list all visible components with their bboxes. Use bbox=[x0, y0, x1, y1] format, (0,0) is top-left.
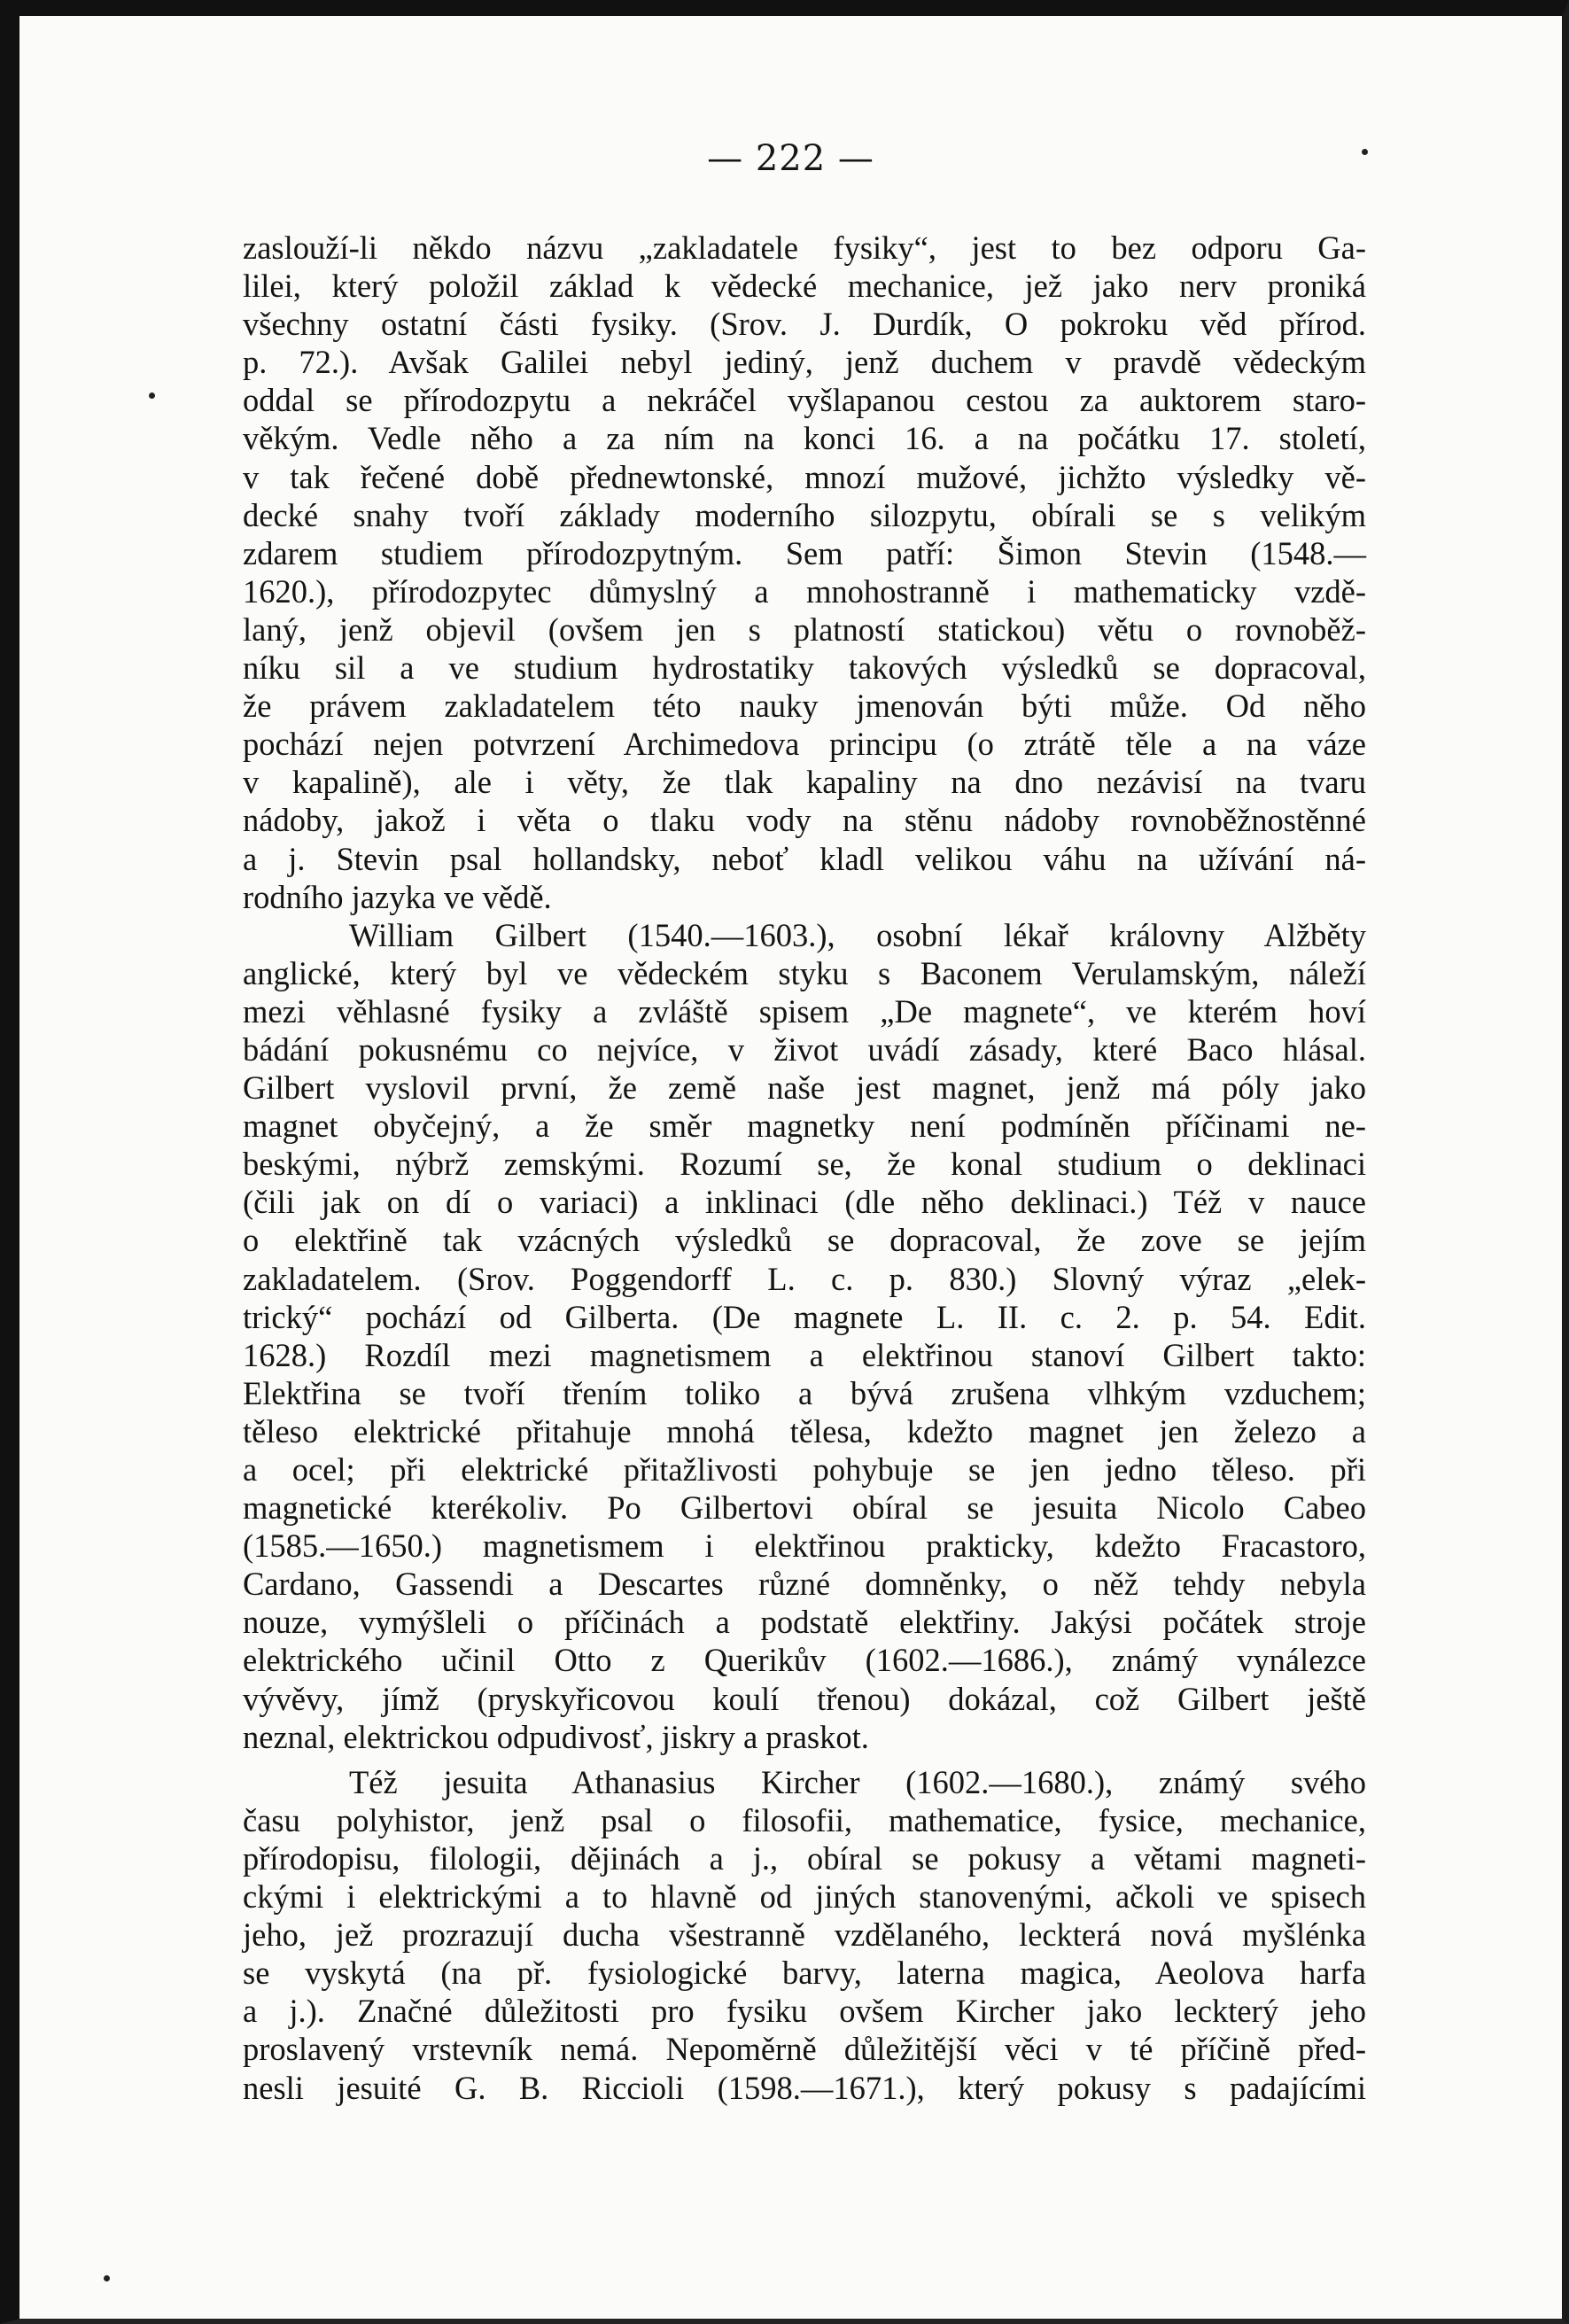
text-line: těleso elektrické přitahuje mnohá tělesa, kdežto magnet jen železo a bbox=[243, 1412, 1366, 1450]
text-line: trický“ pochází od Gilberta. (De magnete L. II. c. 2. p. 54. Edit. bbox=[243, 1298, 1366, 1335]
text-line: Cardano, Gassendi a Descartes různé domněnky, o něž tehdy nebyla bbox=[243, 1566, 1366, 1603]
text-line: magnet obyčejný, a že směr magnetky není podmíněn příčinami ne- bbox=[243, 1108, 1366, 1145]
text-line: a j. Stevin psal hollandsky, neboť kladl velikou váhu na užívání ná- bbox=[243, 840, 1366, 877]
text-line: magnetické kterékoliv. Po Gilbertovi obíral se jesuita Nicolo Cabeo bbox=[243, 1489, 1366, 1527]
text-line: níku sil a ve studium hydrostatiky takových výsledků se dopracoval, bbox=[243, 649, 1366, 687]
text-line: ckými i elektrickými a to hlavně od jiných stanovenými, ačkoli ve spisech bbox=[243, 1878, 1366, 1916]
text-line: 1628.) Rozdíl mezi magnetismem a elektřinou stanoví Gilbert takto: bbox=[243, 1336, 1366, 1373]
text-line: pochází nejen potvrzení Archimedova principu (o ztrátě těle a na váze bbox=[243, 726, 1366, 763]
text-line: Též jesuita Athanasius Kircher (1602.—1680.), známý svého bbox=[349, 1763, 1366, 1800]
text-line: oddal se přírodozpytu a nekráčel vyšlapanou cestou za auktorem staro- bbox=[243, 382, 1366, 419]
text-line: 1620.), přírodozpytec důmyslný a mnohostranně i mathematicky vzdě- bbox=[243, 572, 1366, 610]
speck-mark bbox=[149, 393, 155, 399]
text-line: v tak řečené době přednewtonské, mnozí mužové, jichžto výsledky vě- bbox=[243, 458, 1366, 495]
text-line: že právem zakladatelem této nauky jmenován býti může. Od něho bbox=[243, 688, 1366, 725]
text-line: proslavený vrstevník nemá. Nepoměrně důležitější věci v té příčině před- bbox=[243, 2031, 1366, 2068]
text-line: zakladatelem. (Srov. Poggendorff L. c. p. 830.) Slovný výraz „elek- bbox=[243, 1260, 1366, 1297]
text-line: mezi věhlasné fysiky a zvláště spisem „De magnete“, ve kterém hoví bbox=[243, 992, 1366, 1030]
text-line: jeho, jež prozrazují ducha všestranně vzdělaného, leckterá nová myšlénka bbox=[243, 1916, 1366, 1954]
text-line: p. 72.). Avšak Galilei nebyl jediný, jenž duchem v pravdě vědeckým bbox=[243, 344, 1366, 381]
paragraph bbox=[243, 1763, 1366, 2107]
text-line: (1585.—1650.) magnetismem i elektřinou prakticky, kdežto Fracastoro, bbox=[243, 1527, 1366, 1565]
text-line: rodního jazyka ve vědě. bbox=[243, 878, 552, 915]
text-line: vývěvy, jímž (pryskyřicovou koulí třenou) dokázal, což Gilbert ještě bbox=[243, 1680, 1366, 1717]
text-line: nesli jesuité G. B. Riccioli (1598.—1671.), který pokusy s padajícími bbox=[243, 2069, 1366, 2106]
text-line: anglické, který byl ve vědeckém styku s Baconem Verulamským, náleží bbox=[243, 954, 1366, 991]
text-line: lilei, který položil základ k vědecké mechanice, jež jako nerv proniká bbox=[243, 268, 1366, 305]
paragraph bbox=[243, 916, 1366, 1756]
page-number: — 222 — bbox=[707, 138, 874, 179]
speck-mark bbox=[104, 2275, 110, 2281]
text-line: zaslouží-li někdo názvu „zakladatele fysiky“, jest to bez odporu Ga- bbox=[243, 229, 1366, 266]
text-line: William Gilbert (1540.—1603.), osobní lékař královny Alžběty bbox=[349, 916, 1366, 953]
text-line: věkým. Vedle něho a za ním na konci 16. a na počátku 17. století, bbox=[243, 420, 1366, 457]
text-line: elektrického učinil Otto z Querikův (1602.—1686.), známý vynálezce bbox=[243, 1642, 1366, 1679]
text-line: a j.). Značné důležitosti pro fysiku ovšem Kircher jako leckterý jeho bbox=[243, 1993, 1366, 2030]
text-line: zdarem studiem přírodozpytným. Sem patří: Šimon Stevin (1548.— bbox=[243, 534, 1366, 571]
text-line: v kapalině), ale i věty, že tlak kapaliny na dno nezávisí na tvaru bbox=[243, 764, 1366, 801]
body-text bbox=[243, 229, 1366, 2107]
text-line: se vyskytá (na př. fysiologické barvy, laterna magica, Aeolova harfa bbox=[243, 1955, 1366, 1992]
text-line: přírodopisu, filologii, dějinách a j., obíral se pokusy a větami magneti- bbox=[243, 1839, 1366, 1877]
speck-mark bbox=[1362, 149, 1368, 155]
paragraph bbox=[243, 229, 1366, 916]
text-line: laný, jenž objevil (ovšem jen s platností statickou) větu o rovnoběž- bbox=[243, 610, 1366, 648]
text-line: času polyhistor, jenž psal o filosofii, mathematice, fysice, mechanice, bbox=[243, 1801, 1366, 1838]
text-line: bádání pokusnému co nejvíce, v život uvádí zásady, které Baco hlásal. bbox=[243, 1030, 1366, 1068]
text-line: o elektřině tak vzácných výsledků se dopracoval, že zove se jejím bbox=[243, 1222, 1366, 1259]
text-line: Elektřina se tvoří třením toliko a bývá zrušena vlhkým vzduchem; bbox=[243, 1374, 1366, 1411]
text-line: a ocel; při elektrické přitažlivosti pohybuje se jen jedno těleso. při bbox=[243, 1451, 1366, 1488]
text-line: nádoby, jakož i věta o tlaku vody na stěnu nádoby rovnoběžnostěnné bbox=[243, 802, 1366, 839]
text-line: nouze, vymýšleli o příčinách a podstatě elektřiny. Jakýsi počátek stroje bbox=[243, 1604, 1366, 1641]
text-line: všechny ostatní části fysiky. (Srov. J. Durdík, O pokroku věd přírod. bbox=[243, 306, 1366, 343]
text-line: Gilbert vyslovil první, že země naše jest magnet, jenž má póly jako bbox=[243, 1069, 1366, 1107]
text-line: decké snahy tvoří základy moderního silozpytu, obírali se s velikým bbox=[243, 496, 1366, 533]
text-line: beskými, nýbrž zemskými. Rozumí se, že konal studium o deklinaci bbox=[243, 1146, 1366, 1183]
text-line: neznal, elektrickou odpudivosť, jiskry a praskot. bbox=[243, 1718, 869, 1755]
text-line: (čili jak on dí o variaci) a inklinaci (dle něho deklinaci.) Též v nauce bbox=[243, 1184, 1366, 1221]
